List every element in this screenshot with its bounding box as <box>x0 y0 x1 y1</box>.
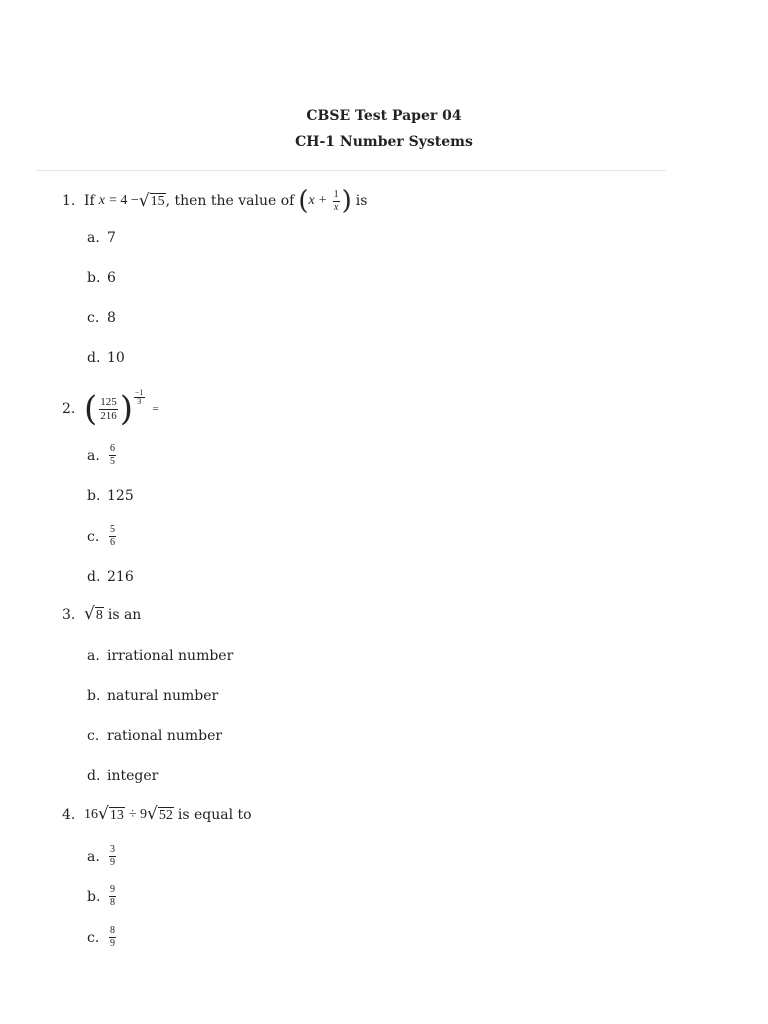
math-plus: + <box>318 193 327 208</box>
question-text-then: , then the value of <box>165 193 295 209</box>
question-3 <box>62 606 141 623</box>
header-divider <box>36 170 666 171</box>
math-fraction: $\frac{9}{8}$ <box>110 884 115 908</box>
option-2a[interactable]: a. $\frac{6}{5}$ <box>87 443 115 467</box>
math-fraction: $\frac{1}{x}$ <box>333 188 339 213</box>
option-4a[interactable]: a. $\frac{3}{9}$ <box>87 844 115 868</box>
question-2: 2. ( $\frac{125}{216}$ ) −1 3 = <box>62 387 159 429</box>
question-1: 1. If x = 4 − √ 15 , then the value of ( x + $\frac{1}{x}$ ) is <box>62 186 368 216</box>
math-exponent: −1 3 <box>135 387 144 406</box>
math-fraction: $\frac{125}{216}$ <box>100 395 117 422</box>
math-divide: ÷ 9 <box>128 806 148 822</box>
option-2d[interactable]: d. 216 <box>87 569 134 585</box>
option-1d[interactable]: d. 10 <box>87 350 125 366</box>
math-fraction: $\frac{8}{9}$ <box>110 925 115 949</box>
question-text: is an <box>107 606 142 623</box>
math-equals: = <box>152 403 159 415</box>
option-1a[interactable]: a. 7 <box>87 230 116 246</box>
math-fraction: $\frac{5}{6}$ <box>110 524 115 548</box>
question-number: 3. <box>62 606 76 623</box>
question-number: 2. <box>62 401 76 417</box>
square-root: √ 52 <box>147 804 173 824</box>
question-text-if: If <box>84 193 95 209</box>
paper-subtitle: CH-1 Number Systems <box>295 134 473 150</box>
math-fraction: $\frac{6}{5}$ <box>110 443 115 467</box>
question-number: 1. <box>62 193 76 209</box>
math-variable: x <box>98 193 105 208</box>
option-3c[interactable]: c. rational number <box>87 728 223 744</box>
option-3b[interactable]: b. natural number <box>87 688 219 704</box>
math-equals: = 4 − <box>108 193 139 208</box>
option-3d[interactable]: d. integer <box>87 768 159 784</box>
question-text-is: is <box>355 193 368 209</box>
question-number: 4. <box>62 806 76 823</box>
math-variable: x <box>308 193 315 208</box>
option-2c[interactable]: c. $\frac{5}{6}$ <box>87 524 115 548</box>
option-1c[interactable]: c. 8 <box>87 310 116 326</box>
question-text: is equal to <box>177 806 252 823</box>
option-1b[interactable]: b. 6 <box>87 270 116 286</box>
option-2b[interactable]: b. 125 <box>87 488 134 504</box>
math-coefficient: 16 <box>84 806 98 822</box>
paper-title: CBSE Test Paper 04 <box>306 108 462 124</box>
question-4 <box>62 806 252 823</box>
square-root: √ 13 <box>98 804 124 824</box>
option-4b[interactable]: b. $\frac{9}{8}$ <box>87 884 115 908</box>
option-4c[interactable]: c. $\frac{8}{9}$ <box>87 925 115 949</box>
square-root: √ 15 <box>138 190 165 211</box>
math-fraction: $\frac{3}{9}$ <box>110 844 115 868</box>
option-3a[interactable]: a. irrational number <box>87 648 234 664</box>
square-root: √ 8 <box>84 604 103 624</box>
